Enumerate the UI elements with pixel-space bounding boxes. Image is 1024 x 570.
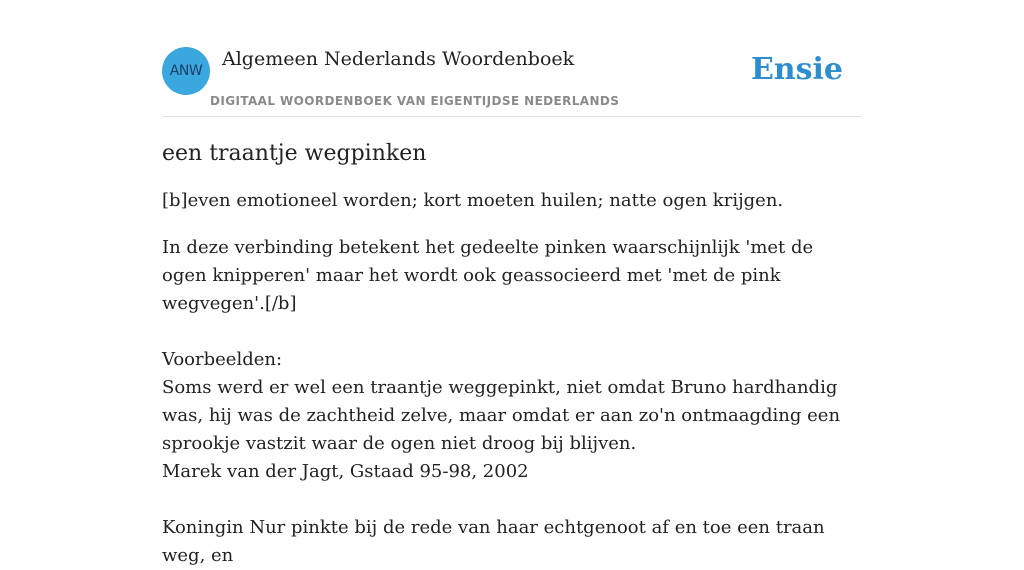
paragraph-spacer	[162, 486, 862, 514]
paragraph-spacer	[162, 318, 862, 346]
site-subtitle: DIGITAAL WOORDENBOEK VAN EIGENTIJDSE NEDERLANDS	[210, 94, 620, 108]
entry-definition: [b]even emotioneel worden; kort moeten huilen; natte ogen krijgen.	[162, 190, 784, 211]
example-text: Koningin Nur pinkte bij de rede van haar echtgenoot af en toe een traan weg, en	[162, 517, 825, 566]
site-title[interactable]: Algemeen Nederlands Woordenboek	[222, 48, 575, 70]
example-text: Soms werd er wel een traantje weggepinkt, niet omdat Bruno hardhandig was, hij was de zachtheid zelve, maar omdat er aan zo'n ontmaagding een sprookje vastzit waar de ogen niet droog bij blijven.	[162, 377, 841, 454]
site-header	[162, 47, 862, 117]
entry-explanation-block	[162, 234, 862, 570]
anw-logo[interactable]: ANW	[162, 47, 210, 95]
example-source: Marek van der Jagt, Gstaad 95-98, 2002	[162, 461, 529, 482]
entry-explanation: In deze verbinding betekent het gedeelte pinken waarschijnlijk 'met de ogen knipperen' maar het wordt ook geassocieerd met 'met de pink wegvegen'.[/b]	[162, 237, 814, 314]
entry-content	[162, 137, 862, 570]
examples-heading: Voorbeelden:	[162, 349, 283, 370]
ensie-logo[interactable]: Ensie	[750, 52, 843, 87]
entry-headword: een traantje wegpinken	[162, 141, 427, 166]
